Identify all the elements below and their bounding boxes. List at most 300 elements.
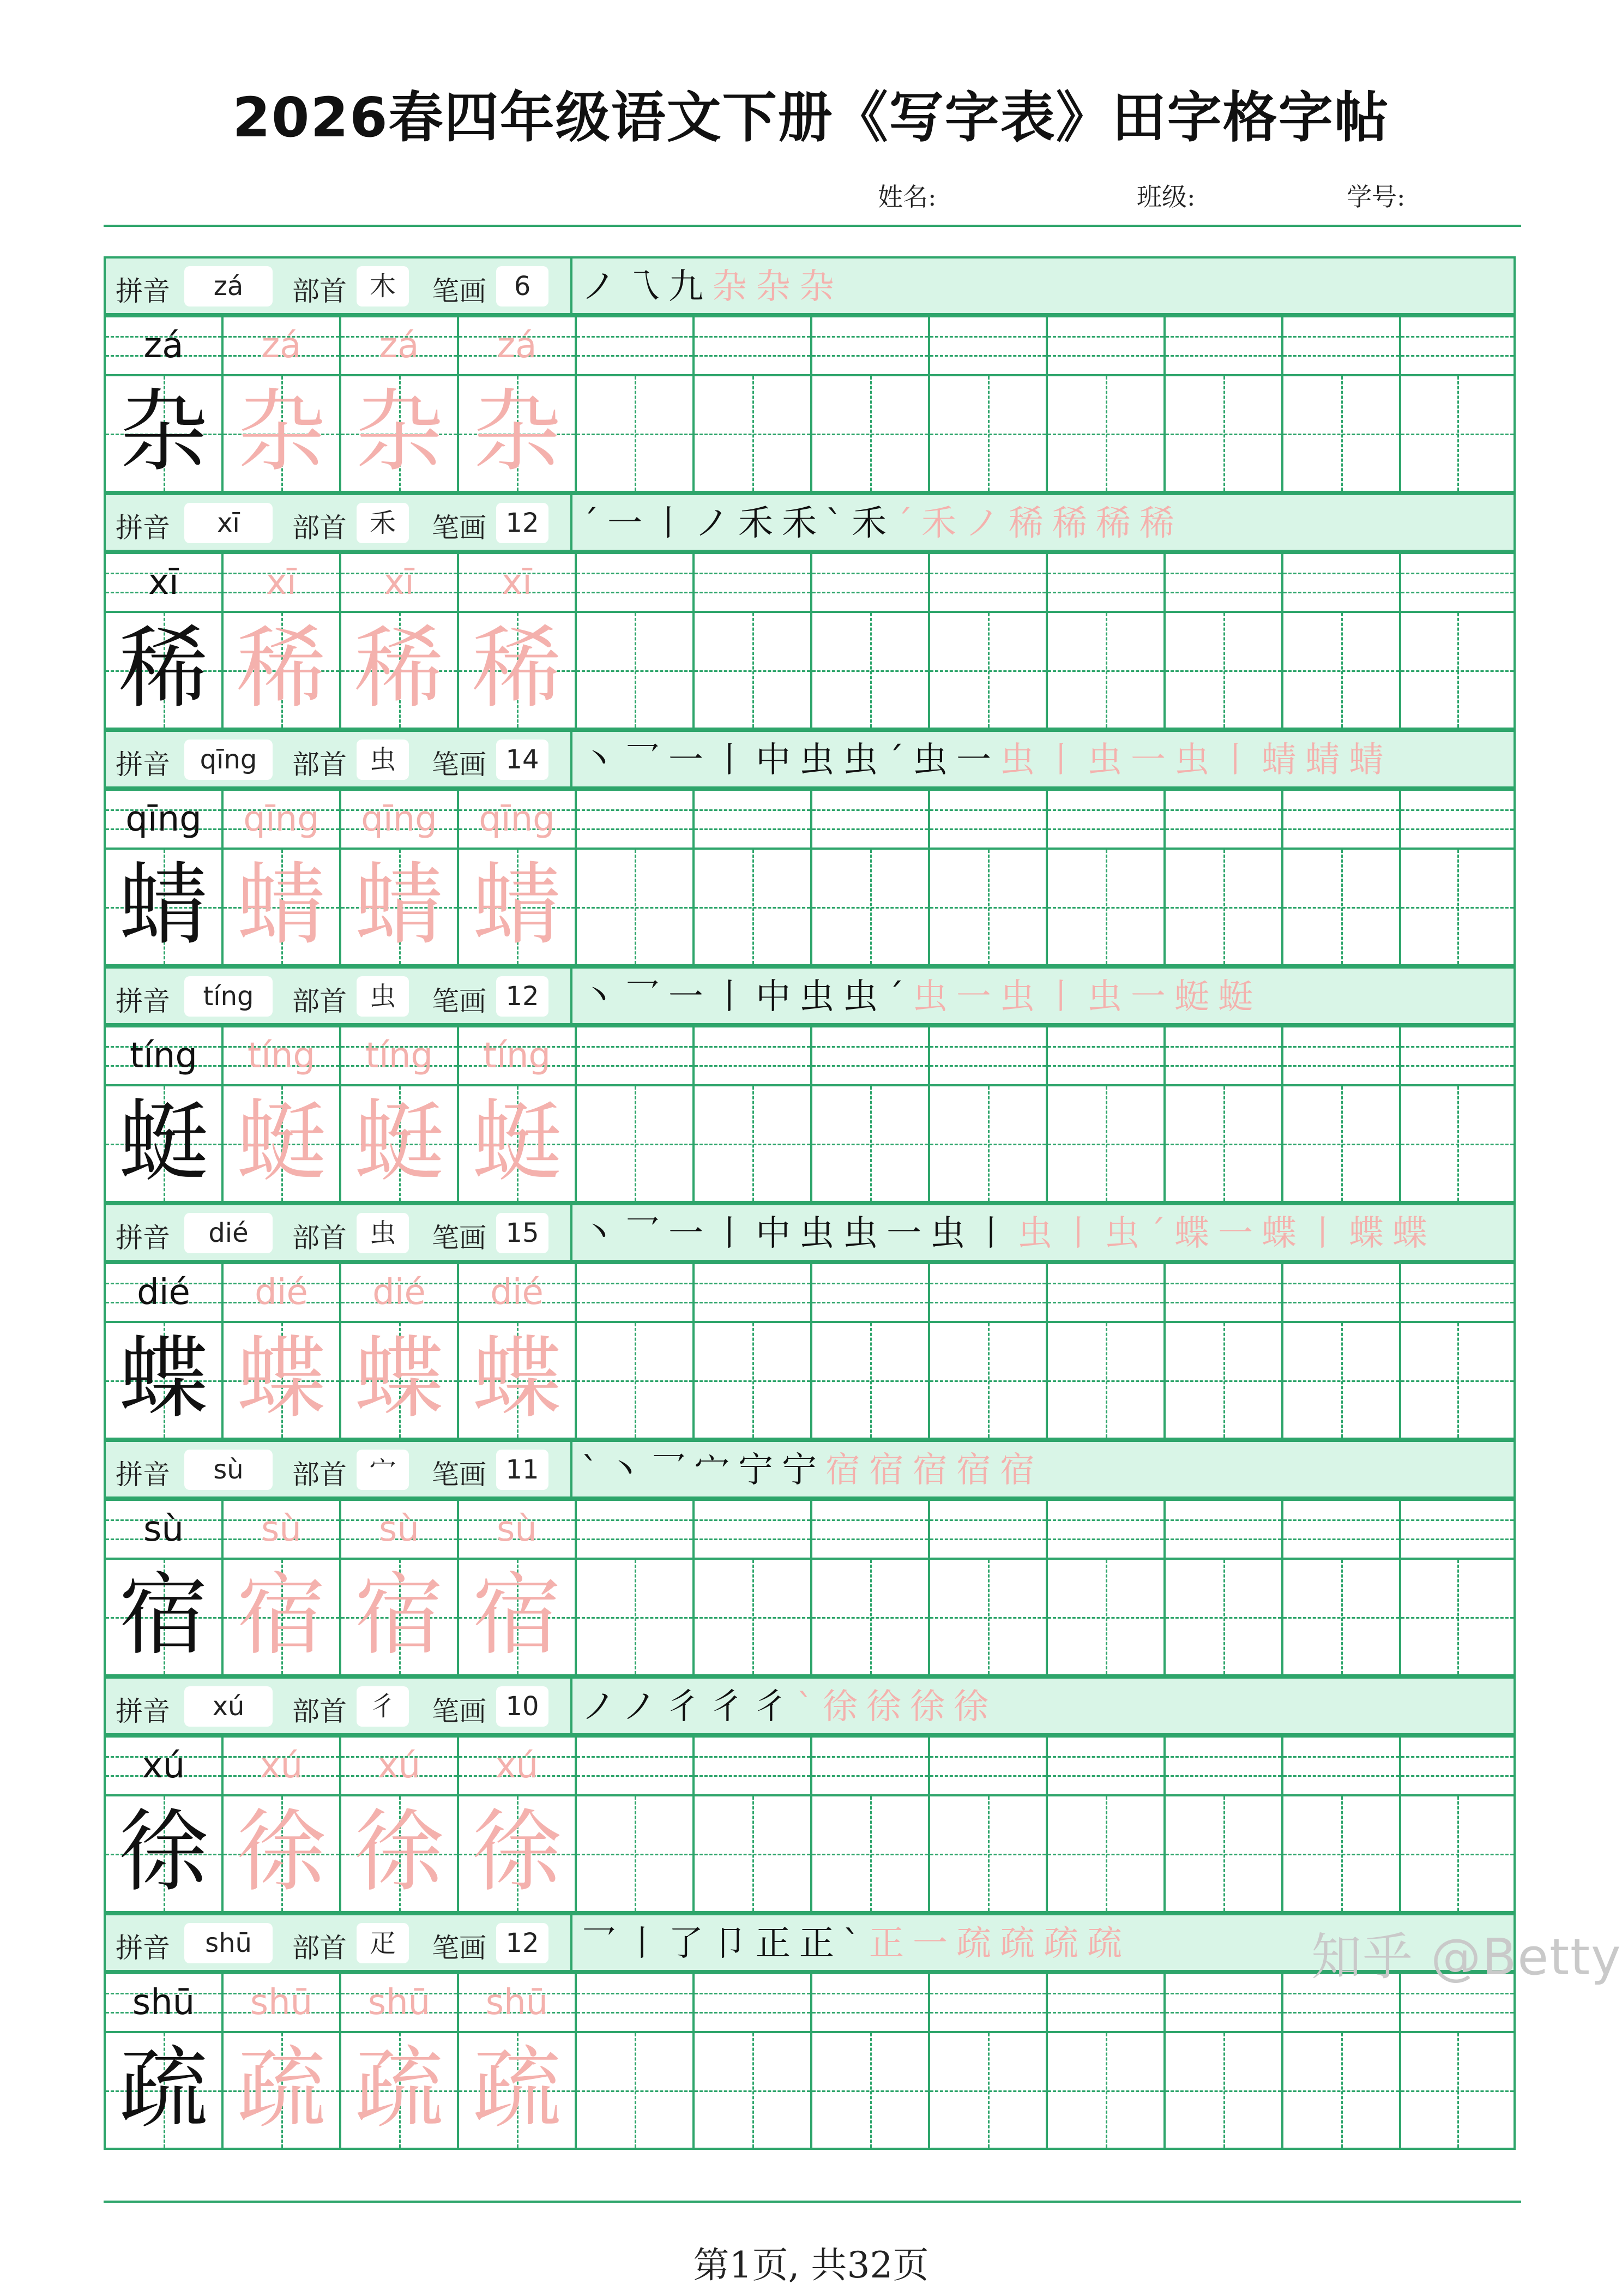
tian-grid-cell[interactable]: [1399, 848, 1516, 966]
tian-grid-cell[interactable]: [1163, 1321, 1283, 1440]
tian-grid-cell[interactable]: [104, 1558, 224, 1676]
radical-label: 部首: [292, 1932, 347, 1964]
pinyin-grid-cell[interactable]: [1281, 1025, 1401, 1086]
header-divider: [104, 225, 1521, 227]
tian-grid-cell[interactable]: [1046, 1084, 1166, 1203]
pinyin-grid-cell[interactable]: [104, 1025, 224, 1086]
pinyin-grid-cell[interactable]: [221, 1025, 341, 1086]
tian-grid-cell[interactable]: [1281, 1558, 1401, 1676]
pinyin-trace: xī: [266, 562, 297, 603]
pinyin-grid-cell[interactable]: [692, 1499, 812, 1560]
radical-label: 部首: [292, 512, 347, 544]
student-no-field-label: 学号:: [1347, 182, 1406, 212]
tian-grid-cell[interactable]: [221, 1794, 341, 1913]
pinyin-trace: xī: [384, 562, 414, 603]
radical-value: 虫: [357, 740, 409, 780]
tian-grid-cell[interactable]: [1399, 1321, 1516, 1440]
tian-grid-cell[interactable]: [1163, 1084, 1283, 1203]
pinyin-value: xī: [184, 503, 273, 543]
pinyin-model: xú: [142, 1746, 185, 1786]
pinyin-grid-cell[interactable]: [339, 1972, 459, 2033]
tian-grid-cell[interactable]: [339, 848, 459, 966]
pinyin-grid-cell[interactable]: [457, 1499, 577, 1560]
tian-grid-cell[interactable]: [810, 374, 930, 493]
tian-grid-cell[interactable]: [1399, 1084, 1516, 1203]
tian-grid-cell[interactable]: [1163, 848, 1283, 966]
tian-grid-cell[interactable]: [339, 1558, 459, 1676]
tian-grid-cell[interactable]: [104, 1794, 224, 1913]
pinyin-model: tíng: [129, 1036, 198, 1076]
pinyin-label: 拼音: [116, 1459, 170, 1490]
pinyin-grid-cell[interactable]: [1399, 1262, 1516, 1323]
page-number: 第1页, 共32页: [693, 2244, 929, 2286]
pinyin-model: sù: [143, 1509, 184, 1549]
character-block: [104, 256, 1516, 493]
tian-grid-cell[interactable]: [1163, 2031, 1283, 2150]
character-block: [104, 1676, 1516, 1913]
tian-grid-cell[interactable]: [928, 1321, 1048, 1440]
character-trace: 蝶: [472, 1326, 562, 1431]
character-trace: 疏: [354, 2036, 444, 2141]
tian-grid-cell[interactable]: [457, 374, 577, 493]
pinyin-grid-cell[interactable]: [1399, 1025, 1516, 1086]
pinyin-trace: dié: [372, 1272, 426, 1313]
tian-grid-cell[interactable]: [1281, 2031, 1401, 2150]
pinyin-grid-cell[interactable]: [104, 1972, 224, 2033]
stroke-order-sequence: 丶乛一丨中虫虫一虫丨虫丨虫ˊ蝶一蝶丨蝶蝶: [581, 1213, 1436, 1254]
pinyin-grid-cell[interactable]: [457, 789, 577, 850]
pinyin-value: shū: [184, 1923, 273, 1963]
tian-grid-cell[interactable]: [104, 2031, 224, 2150]
radical-label: 部首: [292, 749, 347, 780]
stroke-count-label: 笔画: [432, 512, 486, 544]
character-info-fields: [106, 1205, 572, 1260]
tian-grid-cell[interactable]: [221, 374, 341, 493]
character-trace: 稀: [354, 616, 444, 720]
pinyin-grid-cell[interactable]: [928, 1972, 1048, 2033]
tian-grid-cell[interactable]: [1399, 2031, 1516, 2150]
tian-grid-cell[interactable]: [1046, 848, 1166, 966]
tian-grid-cell[interactable]: [692, 611, 812, 730]
radical-label: 部首: [292, 1696, 347, 1727]
tian-grid-cell[interactable]: [457, 1558, 577, 1676]
pinyin-grid-cell[interactable]: [104, 789, 224, 850]
pinyin-grid-cell[interactable]: [1281, 552, 1401, 613]
stroke-count-value: 14: [496, 740, 548, 780]
tian-grid-cell[interactable]: [1046, 2031, 1166, 2150]
pinyin-grid-cell[interactable]: [575, 315, 695, 376]
pinyin-label: 拼音: [116, 1932, 170, 1964]
pinyin-grid-cell[interactable]: [104, 1499, 224, 1560]
stroke-count-value: 6: [496, 266, 548, 306]
pinyin-grid-cell[interactable]: [339, 789, 459, 850]
class-field-label: 班级:: [1137, 182, 1196, 212]
character-model: 蜻: [118, 853, 208, 957]
character-info-fields: [106, 1442, 572, 1496]
tian-grid-cell[interactable]: [692, 1084, 812, 1203]
radical-value: 禾: [357, 503, 409, 543]
tian-grid-cell[interactable]: [457, 611, 577, 730]
pinyin-grid-cell[interactable]: [575, 1499, 695, 1560]
pinyin-grid-cell[interactable]: [928, 552, 1048, 613]
tian-grid-cell[interactable]: [928, 374, 1048, 493]
pinyin-grid-cell[interactable]: [1163, 315, 1283, 376]
pinyin-grid-cell[interactable]: [575, 789, 695, 850]
character-trace: 蜓: [472, 1090, 562, 1194]
pinyin-grid-cell[interactable]: [1399, 552, 1516, 613]
tian-grid-cell[interactable]: [575, 2031, 695, 2150]
pinyin-grid-cell[interactable]: [928, 1499, 1048, 1560]
pinyin-grid-cell[interactable]: [104, 552, 224, 613]
pinyin-trace: zá: [497, 326, 537, 366]
tian-grid-cell[interactable]: [339, 1794, 459, 1913]
stroke-count-value: 15: [496, 1213, 548, 1253]
character-info-row: [104, 966, 1516, 1025]
pinyin-model: zá: [143, 326, 184, 366]
character-info-row: [104, 1440, 1516, 1499]
pinyin-grid-cell[interactable]: [1163, 1972, 1283, 2033]
tian-grid-cell[interactable]: [1046, 374, 1166, 493]
tian-grid-cell[interactable]: [810, 1321, 930, 1440]
tian-grid-cell[interactable]: [1163, 1794, 1283, 1913]
pinyin-model: qīng: [125, 799, 202, 839]
pinyin-grid-cell[interactable]: [692, 1735, 812, 1796]
pinyin-grid-cell[interactable]: [339, 1025, 459, 1086]
tian-grid-cell[interactable]: [575, 1794, 695, 1913]
pinyin-grid-cell[interactable]: [1399, 789, 1516, 850]
tian-grid-cell[interactable]: [1399, 1558, 1516, 1676]
pinyin-writing-row: [104, 1735, 1516, 1794]
tian-grid-cell[interactable]: [1046, 1321, 1166, 1440]
stroke-count-value: 11: [496, 1450, 548, 1490]
radical-value: 疋: [357, 1923, 409, 1963]
pinyin-grid-cell[interactable]: [1163, 1262, 1283, 1323]
pinyin-grid-cell[interactable]: [221, 315, 341, 376]
tian-grid-cell[interactable]: [1163, 1558, 1283, 1676]
tian-grid-cell[interactable]: [1281, 374, 1401, 493]
tian-grid-cell[interactable]: [104, 611, 224, 730]
pinyin-trace: sù: [497, 1509, 537, 1549]
character-writing-row: [104, 1084, 1516, 1203]
tian-grid-cell[interactable]: [1281, 611, 1401, 730]
pinyin-grid-cell[interactable]: [339, 552, 459, 613]
pinyin-model: shū: [132, 1982, 195, 2023]
tian-grid-cell[interactable]: [692, 848, 812, 966]
pinyin-trace: sù: [261, 1509, 302, 1549]
tian-grid-cell[interactable]: [1163, 374, 1283, 493]
pinyin-grid-cell[interactable]: [221, 1972, 341, 2033]
pinyin-writing-row: [104, 789, 1516, 848]
tian-grid-cell[interactable]: [457, 1084, 577, 1203]
tian-grid-cell[interactable]: [339, 2031, 459, 2150]
tian-grid-cell[interactable]: [928, 1084, 1048, 1203]
character-block: [104, 1913, 1516, 2150]
character-trace: 宿: [354, 1563, 444, 1667]
pinyin-grid-cell[interactable]: [810, 1025, 930, 1086]
pinyin-grid-cell[interactable]: [928, 1735, 1048, 1796]
pinyin-grid-cell[interactable]: [1399, 315, 1516, 376]
character-trace: 宿: [472, 1563, 562, 1667]
tian-grid-cell[interactable]: [692, 2031, 812, 2150]
tian-grid-cell[interactable]: [339, 374, 459, 493]
tian-grid-cell[interactable]: [221, 611, 341, 730]
character-writing-row: [104, 848, 1516, 966]
character-trace: 徐: [472, 1800, 562, 1904]
tian-grid-cell[interactable]: [575, 1558, 695, 1676]
pinyin-grid-cell[interactable]: [692, 552, 812, 613]
pinyin-grid-cell[interactable]: [810, 1735, 930, 1796]
tian-grid-cell[interactable]: [1281, 1794, 1401, 1913]
pinyin-grid-cell[interactable]: [221, 552, 341, 613]
tian-grid-cell[interactable]: [575, 1321, 695, 1440]
tian-grid-cell[interactable]: [928, 611, 1048, 730]
pinyin-grid-cell[interactable]: [1163, 1025, 1283, 1086]
pinyin-grid-cell[interactable]: [1046, 1972, 1166, 2033]
stroke-order-sequence: ˋ丶乛宀宁宁宿宿宿宿宿: [581, 1450, 1044, 1490]
tian-grid-cell[interactable]: [810, 1084, 930, 1203]
tian-grid-cell[interactable]: [692, 1558, 812, 1676]
tian-grid-cell[interactable]: [1281, 1084, 1401, 1203]
tian-grid-cell[interactable]: [104, 1321, 224, 1440]
pinyin-grid-cell[interactable]: [575, 552, 695, 613]
tian-grid-cell[interactable]: [104, 848, 224, 966]
tian-grid-cell[interactable]: [104, 1084, 224, 1203]
character-trace: 稀: [236, 616, 326, 720]
pinyin-grid-cell[interactable]: [928, 315, 1048, 376]
tian-grid-cell[interactable]: [575, 374, 695, 493]
character-info-fields: [106, 1679, 572, 1733]
pinyin-grid-cell[interactable]: [1046, 789, 1166, 850]
tian-grid-cell[interactable]: [1046, 1794, 1166, 1913]
pinyin-grid-cell[interactable]: [1163, 1499, 1283, 1560]
pinyin-grid-cell[interactable]: [339, 1499, 459, 1560]
pinyin-trace: tíng: [365, 1036, 433, 1076]
pinyin-grid-cell[interactable]: [1046, 1499, 1166, 1560]
stroke-order-sequence: ノノ彳彳彳ˋ徐徐徐徐: [581, 1687, 997, 1727]
character-model: 蜓: [118, 1090, 208, 1194]
tian-grid-cell[interactable]: [928, 1794, 1048, 1913]
footer-divider: [104, 2201, 1521, 2203]
pinyin-grid-cell[interactable]: [810, 552, 930, 613]
pinyin-grid-cell[interactable]: [575, 1735, 695, 1796]
tian-grid-cell[interactable]: [928, 2031, 1048, 2150]
pinyin-trace: shū: [250, 1982, 313, 2023]
tian-grid-cell[interactable]: [1281, 848, 1401, 966]
pinyin-grid-cell[interactable]: [692, 1262, 812, 1323]
radical-value: 彳: [357, 1686, 409, 1727]
pinyin-trace: qīng: [479, 799, 555, 839]
pinyin-grid-cell[interactable]: [1281, 1499, 1401, 1560]
tian-grid-cell[interactable]: [1399, 374, 1516, 493]
tian-grid-cell[interactable]: [339, 1084, 459, 1203]
character-info-row: [104, 493, 1516, 552]
pinyin-label: 拼音: [116, 985, 170, 1017]
pinyin-trace: shū: [367, 1982, 431, 2023]
pinyin-grid-cell[interactable]: [1399, 1499, 1516, 1560]
character-trace: 徐: [236, 1800, 326, 1904]
pinyin-grid-cell[interactable]: [1046, 552, 1166, 613]
tian-grid-cell[interactable]: [1046, 611, 1166, 730]
pinyin-model: xī: [148, 562, 179, 603]
pinyin-grid-cell[interactable]: [1163, 1735, 1283, 1796]
stroke-count-value: 12: [496, 1923, 548, 1963]
radical-label: 部首: [292, 275, 347, 307]
tian-grid-cell[interactable]: [692, 374, 812, 493]
tian-grid-cell[interactable]: [692, 1321, 812, 1440]
pinyin-grid-cell[interactable]: [692, 1972, 812, 2033]
pinyin-grid-cell[interactable]: [1281, 1735, 1401, 1796]
character-writing-row: [104, 1558, 1516, 1676]
tian-grid-cell[interactable]: [221, 1558, 341, 1676]
pinyin-label: 拼音: [116, 275, 170, 307]
pinyin-grid-cell[interactable]: [1046, 1025, 1166, 1086]
character-trace: 稀: [472, 616, 562, 720]
stroke-count-value: 12: [496, 976, 548, 1017]
pinyin-value: sù: [184, 1450, 273, 1490]
character-trace: 杂: [354, 380, 444, 484]
tian-grid-cell[interactable]: [457, 1321, 577, 1440]
pinyin-grid-cell[interactable]: [221, 1499, 341, 1560]
tian-grid-cell[interactable]: [1281, 1321, 1401, 1440]
character-info-fields: [106, 969, 572, 1023]
tian-grid-cell[interactable]: [928, 1558, 1048, 1676]
stroke-order-sequence: ノ乁九杂杂杂: [581, 267, 843, 307]
pinyin-model: dié: [137, 1272, 190, 1313]
character-writing-row: [104, 611, 1516, 730]
tian-grid-cell[interactable]: [104, 374, 224, 493]
pinyin-grid-cell[interactable]: [692, 1025, 812, 1086]
pinyin-grid-cell[interactable]: [339, 1262, 459, 1323]
tian-grid-cell[interactable]: [457, 2031, 577, 2150]
tian-grid-cell[interactable]: [575, 611, 695, 730]
character-block: [104, 1440, 1516, 1676]
pinyin-grid-cell[interactable]: [810, 789, 930, 850]
pinyin-value: dié: [184, 1213, 273, 1253]
watermark: 知乎 @Betty: [1311, 1928, 1622, 1986]
pinyin-grid-cell[interactable]: [221, 1262, 341, 1323]
pinyin-grid-cell[interactable]: [928, 1262, 1048, 1323]
pinyin-grid-cell[interactable]: [1281, 315, 1401, 376]
tian-grid-cell[interactable]: [1399, 611, 1516, 730]
pinyin-grid-cell[interactable]: [810, 1499, 930, 1560]
pinyin-grid-cell[interactable]: [1046, 315, 1166, 376]
pinyin-writing-row: [104, 552, 1516, 611]
pinyin-grid-cell[interactable]: [457, 1735, 577, 1796]
tian-grid-cell[interactable]: [810, 848, 930, 966]
tian-grid-cell[interactable]: [810, 611, 930, 730]
tian-grid-cell[interactable]: [339, 611, 459, 730]
tian-grid-cell[interactable]: [221, 2031, 341, 2150]
pinyin-grid-cell[interactable]: [575, 1262, 695, 1323]
tian-grid-cell[interactable]: [928, 848, 1048, 966]
character-block: [104, 1203, 1516, 1440]
pinyin-grid-cell[interactable]: [339, 315, 459, 376]
character-writing-row: [104, 1321, 1516, 1440]
pinyin-grid-cell[interactable]: [104, 1735, 224, 1796]
pinyin-grid-cell[interactable]: [575, 1972, 695, 2033]
pinyin-writing-row: [104, 315, 1516, 374]
pinyin-grid-cell[interactable]: [457, 1262, 577, 1323]
tian-grid-cell[interactable]: [1163, 611, 1283, 730]
pinyin-value: zá: [184, 266, 273, 306]
stroke-count-label: 笔画: [432, 749, 486, 780]
character-block: [104, 966, 1516, 1203]
pinyin-grid-cell[interactable]: [1163, 789, 1283, 850]
stroke-count-label: 笔画: [432, 985, 486, 1017]
radical-value: 虫: [357, 976, 409, 1017]
character-writing-row: [104, 2031, 1516, 2150]
pinyin-grid-cell[interactable]: [104, 1262, 224, 1323]
pinyin-grid-cell[interactable]: [810, 1262, 930, 1323]
character-model: 宿: [118, 1563, 208, 1667]
character-info-row: [104, 1913, 1516, 1972]
pinyin-grid-cell[interactable]: [339, 1735, 459, 1796]
character-info-row: [104, 730, 1516, 789]
pinyin-grid-cell[interactable]: [1046, 1262, 1166, 1323]
pinyin-trace: xú: [377, 1746, 421, 1786]
character-trace: 疏: [472, 2036, 562, 2141]
pinyin-grid-cell[interactable]: [457, 315, 577, 376]
tian-grid-cell[interactable]: [810, 2031, 930, 2150]
pinyin-grid-cell[interactable]: [457, 1025, 577, 1086]
tian-grid-cell[interactable]: [221, 848, 341, 966]
stroke-count-label: 笔画: [432, 1459, 486, 1490]
pinyin-grid-cell[interactable]: [1399, 1735, 1516, 1796]
pinyin-grid-cell[interactable]: [810, 315, 930, 376]
character-info-fields: [106, 495, 572, 550]
pinyin-trace: dié: [255, 1272, 308, 1313]
tian-grid-cell[interactable]: [810, 1794, 930, 1913]
tian-grid-cell[interactable]: [692, 1794, 812, 1913]
pinyin-grid-cell[interactable]: [221, 1735, 341, 1796]
pinyin-grid-cell[interactable]: [692, 789, 812, 850]
character-trace: 宿: [236, 1563, 326, 1667]
pinyin-grid-cell[interactable]: [457, 552, 577, 613]
character-trace: 杂: [236, 380, 326, 484]
pinyin-trace: qīng: [361, 799, 437, 839]
stroke-count-label: 笔画: [432, 275, 486, 307]
tian-grid-cell[interactable]: [1399, 1794, 1516, 1913]
pinyin-grid-cell[interactable]: [457, 1972, 577, 2033]
pinyin-grid-cell[interactable]: [1046, 1735, 1166, 1796]
character-trace: 蝶: [236, 1326, 326, 1431]
tian-grid-cell[interactable]: [1046, 1558, 1166, 1676]
pinyin-trace: sù: [379, 1509, 419, 1549]
tian-grid-cell[interactable]: [339, 1321, 459, 1440]
pinyin-grid-cell[interactable]: [928, 789, 1048, 850]
character-trace: 蜻: [354, 853, 444, 957]
pinyin-grid-cell[interactable]: [221, 789, 341, 850]
tian-grid-cell[interactable]: [221, 1084, 341, 1203]
pinyin-trace: qīng: [243, 799, 319, 839]
tian-grid-cell[interactable]: [575, 848, 695, 966]
pinyin-trace: zá: [379, 326, 419, 366]
pinyin-grid-cell[interactable]: [692, 315, 812, 376]
tian-grid-cell[interactable]: [457, 848, 577, 966]
tian-grid-cell[interactable]: [810, 1558, 930, 1676]
tian-grid-cell[interactable]: [457, 1794, 577, 1913]
pinyin-grid-cell[interactable]: [1281, 789, 1401, 850]
pinyin-grid-cell[interactable]: [810, 1972, 930, 2033]
pinyin-grid-cell[interactable]: [1281, 1262, 1401, 1323]
pinyin-grid-cell[interactable]: [928, 1025, 1048, 1086]
pinyin-grid-cell[interactable]: [1163, 552, 1283, 613]
tian-grid-cell[interactable]: [221, 1321, 341, 1440]
tian-grid-cell[interactable]: [575, 1084, 695, 1203]
pinyin-grid-cell[interactable]: [104, 315, 224, 376]
stroke-order-sequence: 乛丨了卩正正ˋ正一疏疏疏疏: [581, 1924, 1131, 1964]
pinyin-grid-cell[interactable]: [575, 1025, 695, 1086]
